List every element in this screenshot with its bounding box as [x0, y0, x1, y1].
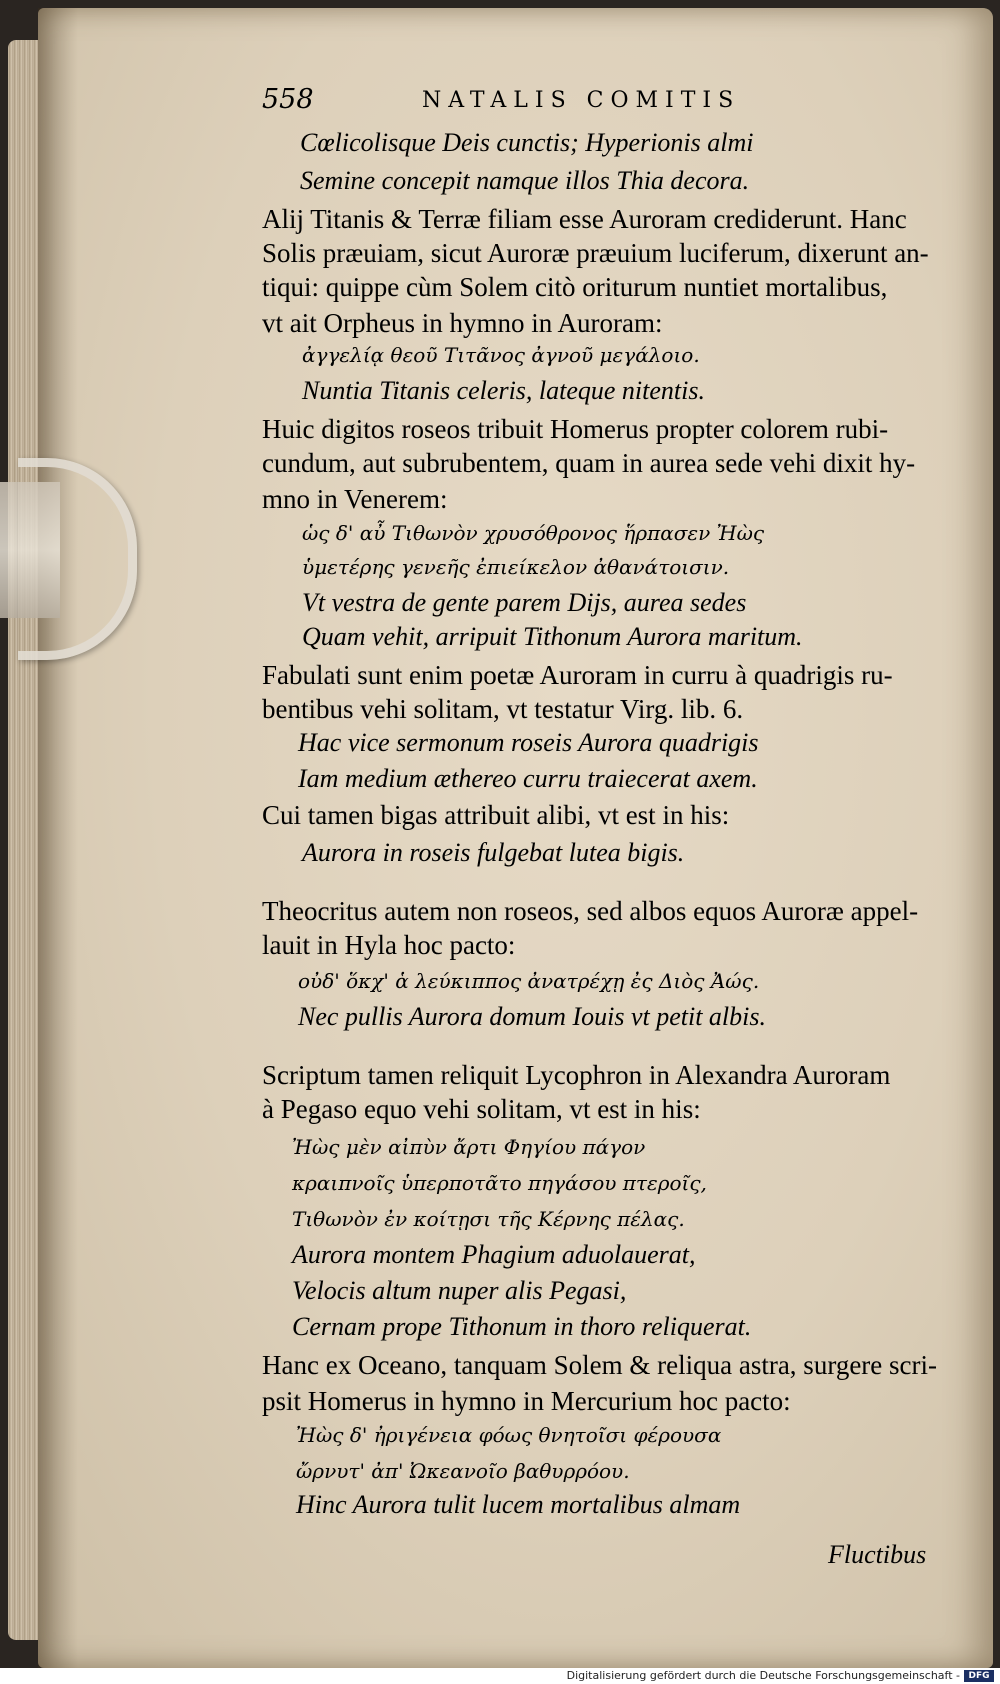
text-line: Velocis altum nuper alis Pegasi, — [292, 1276, 627, 1305]
text-line: Solis præuiam, sicut Auroræ præuium luciferum, dixerunt an- — [262, 238, 929, 268]
catchword: Fluctibus — [828, 1540, 927, 1569]
page-header — [262, 84, 782, 124]
clip-loop — [18, 458, 137, 660]
text-line: Quam vehit, arripuit Tithonum Aurora maritum. — [302, 622, 803, 651]
dfg-logo: DFG — [964, 1670, 994, 1682]
text-line: lauit in Hyla hoc pacto: — [262, 930, 516, 960]
text-line: Fabulati sunt enim poetæ Auroram in curru à quadrigis ru- — [262, 660, 893, 690]
text-line: mno in Venerem: — [262, 484, 448, 514]
text-line: vt ait Orpheus in hymno in Auroram: — [262, 308, 663, 338]
text-line: Vt vestra de gente parem Dijs, aurea sedes — [302, 588, 747, 617]
text-line: cundum, aut subrubentem, quam in aurea sede vehi dixit hy- — [262, 448, 916, 478]
greek-line: Ἠὼς μὲν αἰπὺν ἄρτι Φηγίου πάγον — [292, 1135, 646, 1159]
text-line: bentibus vehi solitam, vt testatur Virg. lib. 6. — [262, 694, 744, 724]
text-line: psit Homerus in hymno in Mercurium hoc pacto: — [262, 1386, 791, 1416]
text-line: Cui tamen bigas attribuit alibi, vt est in his: — [262, 800, 730, 830]
text-line: Nec pullis Aurora domum Iouis vt petit albis. — [298, 1002, 766, 1031]
page-number: 558 — [262, 84, 314, 115]
text-line: Theocritus autem non roseos, sed albos equos Auroræ appel- — [262, 896, 919, 926]
text-line: Nuntia Titanis celeris, lateque nitentis. — [302, 376, 705, 405]
text-line: Cernam prope Tithonum in thoro reliquerat. — [292, 1312, 752, 1341]
greek-line: Τιθωνὸν ἐν κοίτῃσι τῆς Κέρνης πέλας. — [292, 1207, 685, 1231]
text-line: Aurora montem Phagium aduolauerat, — [292, 1240, 696, 1269]
greek-line: Ἠὼς δ' ἠριγένεια φόως θνητοῖσι φέρουσα — [296, 1423, 722, 1447]
greek-line: ὤρνυτ' ἀπ' Ὠκεανοῖο βαθυρρόου. — [296, 1459, 630, 1483]
greek-line: ἀγγελίᾳ θεοῦ Τιτᾶνος ἀγνοῦ μεγάλοιο. — [302, 343, 700, 367]
page-clip — [0, 452, 140, 648]
text-line: Aurora in roseis fulgebat lutea bigis. — [302, 838, 685, 867]
text-line: Alij Titanis & Terræ filiam esse Auroram crediderunt. Hanc — [262, 204, 907, 234]
footer-credit: Digitalisierung gefördert durch die Deutsche Forschungsgemeinschaft - — [566, 1669, 960, 1682]
text-line: Hanc ex Oceano, tanquam Solem & reliqua astra, surgere scri- — [262, 1350, 937, 1380]
text-line: Semine concepit namque illos Thia decora. — [300, 166, 750, 195]
text-line: Hac vice sermonum roseis Aurora quadrigis — [298, 728, 759, 757]
greek-line: κραιπνοῖς ὑπερποτᾶτο πηγάσου πτεροῖς, — [292, 1171, 707, 1195]
text-line: Cœlicolisque Deis cunctis; Hyperionis almi — [300, 128, 754, 157]
greek-line: οὐδ' ὅκχ' ἁ λεύκιππος ἀνατρέχῃ ἐς Διὸς Ἀώς. — [298, 969, 760, 993]
text-line: Hinc Aurora tulit lucem mortalibus almam — [296, 1490, 741, 1519]
text-line: à Pegaso equo vehi solitam, vt est in his: — [262, 1094, 701, 1124]
text-line: Huic digitos roseos tribuit Homerus propter colorem rubi- — [262, 414, 889, 444]
text-line: tiqui: quippe cùm Solem citò oriturum nuntiet mortalibus, — [262, 272, 888, 302]
greek-line: ὑμετέρης γενεῆς ἐπιείκελον ἀθανάτοισιν. — [302, 555, 730, 579]
text-line: Scriptum tamen reliquit Lycophron in Alexandra Auroram — [262, 1060, 891, 1090]
text-line: Iam medium æthereo curru traiecerat axem. — [298, 764, 758, 793]
running-title: NATALIS COMITIS — [422, 88, 741, 113]
greek-line: ὡς δ' αὖ Τιθωνὸν χρυσόθρονος ἥρπασεν Ἠὼς — [302, 521, 765, 545]
gutter-shadow — [38, 8, 78, 1668]
